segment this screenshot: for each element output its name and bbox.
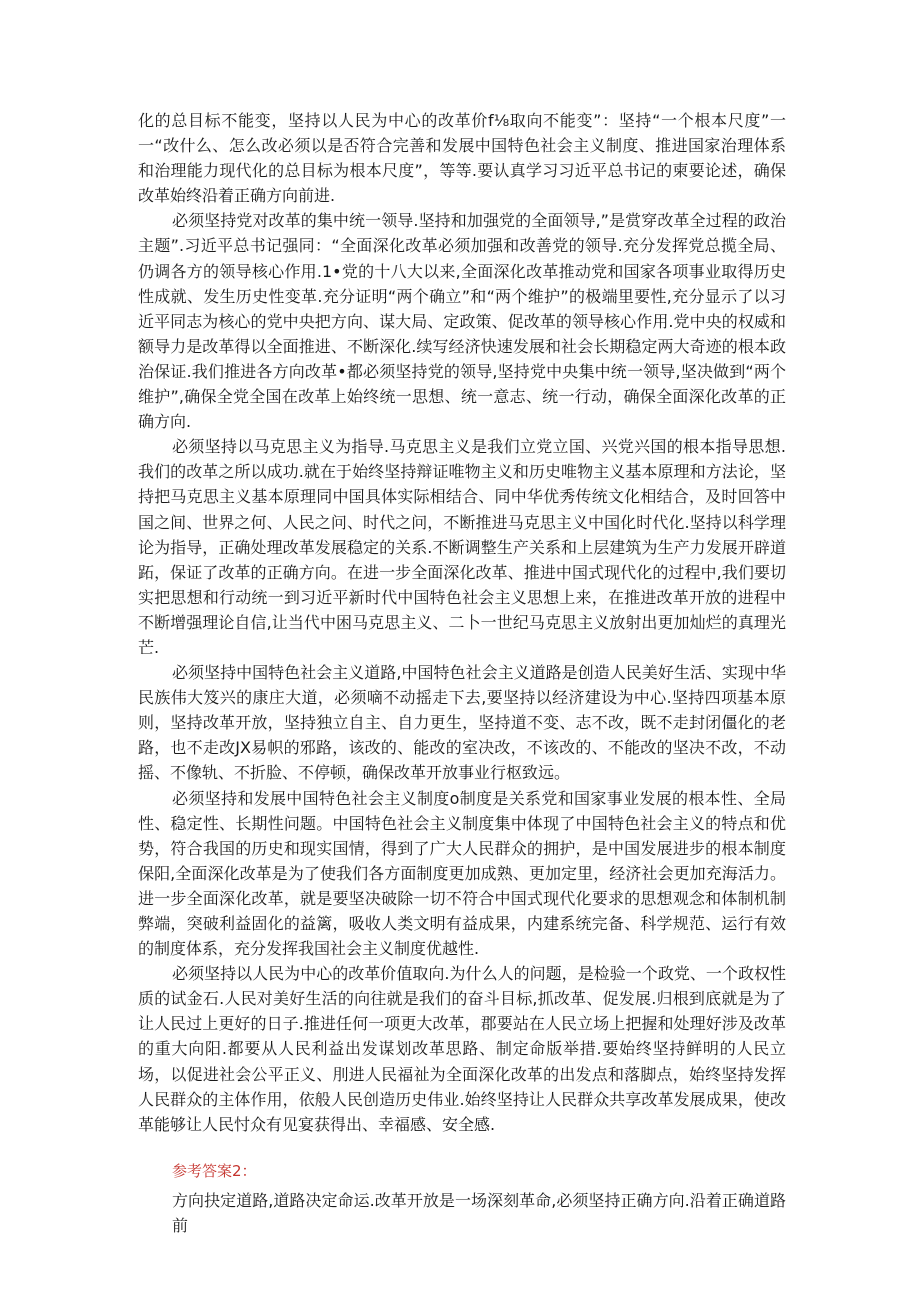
paragraph-2: 必须坚持党对改革的集中统一领导.坚持和加强党的全面领导,”是赏穿改革全过程的政治主题”.习近平总书记强同：“全面深化改革必须加强和改善党的领导.充分发挥党总揽全局、仍调各方的领导核心作用.1•党的十八大以来,全面深化改革推动党和国家各项事业取得历史性成就、发生历史性变革.充分证明“两个确立”和“两个维护”的极端里要性,充分显示了以习近平同志为核心的党中央把方向、谋大局、定政策、促改革的领导核心作用.党中央的权威和额导力是改革得以全面推进、不断深化.续写经济快速发展和社会长期稳定两大奇迹的根本政治保证.我们推进各方向改革•都必须坚持党的领导,坚持党中央集中统一领导,坚决做到“两个维护”,确保全党全国在改革上始终统一思想、统一意志、统一行动，确保全面深化改革的正确方向.: [138, 211, 786, 432]
paragraph-3: 必须坚持以马克思主义为指导.马克思主义是我们立党立国、兴党兴国的根本指导思想.我们的改革之所以成功.就在于始终坚持辩证唯物主义和历史唯物主义基本原理和方法论，坚持把马克思主义基本原理同中国具体实际相结合、同中华优秀传统文化相结合，及时回答中国之间、世界之何、人民之问、时代之问，不断推进马克思主义中国化时代化.坚持以科学理论为指导，正确处理改革发展稳定的关系.不断调整生产关系和上层建筑为生产力发展开辟道跖，保证了改革的正确方向。在进一步全面深化改革、推进中国式现代化的过程中,我们要切实把思想和行动统一到习近平新时代中国特色社会主义思想上来，在推进改革开放的进程中不断增强理论自信,让当代中困马克思主义、二卜一世纪马克思主义放射出更加灿烂的真理光芒.: [138, 437, 786, 657]
paragraph-4: 必须坚持中国特色社会主义道路,中国特色社会主义道路是创造人民美好生活、实现中华民族伟大笈兴的康庄大道，必须嘀不动摇走下去,要坚持以经济建设为中心.坚持四项基本原则，坚持改革开放，坚持独立自主、自力更生，坚持道不变、志不改，既不走封闭僵化的老路，也不走改JX易帜的邪路，该改的、能改的室决改，不该改的、不能改的坚决不改，不动摇、不像轨、不折脸、不停顿，确保改革开放事业行枢致远。: [138, 663, 786, 783]
paragraph-1: 化的总目标不能变，坚持以人民为中心的改革价f⅛取向不能变”：坚持“一个根本尺度”一一“改什么、怎么改必须以是否符合完善和发展中国特色社会主义制度、推进国家治理体系和治理能力现代化的总目标为根本尺度”，等等.要认真学习习近平总书记的柬要论述，确保改革始终沿着正确方向前进.: [138, 111, 786, 206]
paragraph-5: 必须坚持和发展中国特色社会主义制度o制度是关系党和国家事业发展的根本性、全局性、稳定性、长期性问题。中国特色社会主义制度集中体现了中国特色社会主义的特点和优势，符合我国的历史和现实国情，得到了广大人民群众的拥护，是中国发展进步的根本制度保阳,全面深化改革是为了使我们各方面制度更加成熟、更加定里，经济社会更加充海活力。进一步全面深化改革，就是要坚决破除一切不符合中国式现代化要求的思想观念和体制机制弊端，突破利益固化的益篱，吸收人类文明有益成果，内建系统完备、科学规范、运行有效的制度体系，充分发挥我国社会主义制度优越性.: [138, 788, 786, 959]
document-page: [138, 108, 786, 1238]
reference-answer-text: 方向抉定道路,道路决定命运.改革开放是一场深刻革命,必须坚持正确方向.沿着正确道路前: [172, 1190, 786, 1235]
paragraph-6: 必须坚持以人民为中心的改革价值取向.为什么人的问题，是检验一个政党、一个政权性质的试金石.人民对美好生活的向往就是我们的奋斗目标,抓改革、促发展.归根到底就是为了让人民过上更好的日子.推进任何一项更大改革，郡要站在人民立场上把握和处理好涉及改革的重大向阳.都要从人民利益出发谋划改革思路、制定命版举措.要始终坚持鲜明的人民立场，以促进社会公平正义、刖进人民福祉为全面深化改革的出发点和落脚点，始终坚持发挥人民群众的主体作用，依般人民创造历史伟业.始终坚持让人民群众共享改革发展成果，使改革能够让人民忖众有见宴获得出、幸福感、安全感.: [138, 964, 786, 1134]
reference-answer-label: 参考答案2：: [172, 1161, 257, 1180]
